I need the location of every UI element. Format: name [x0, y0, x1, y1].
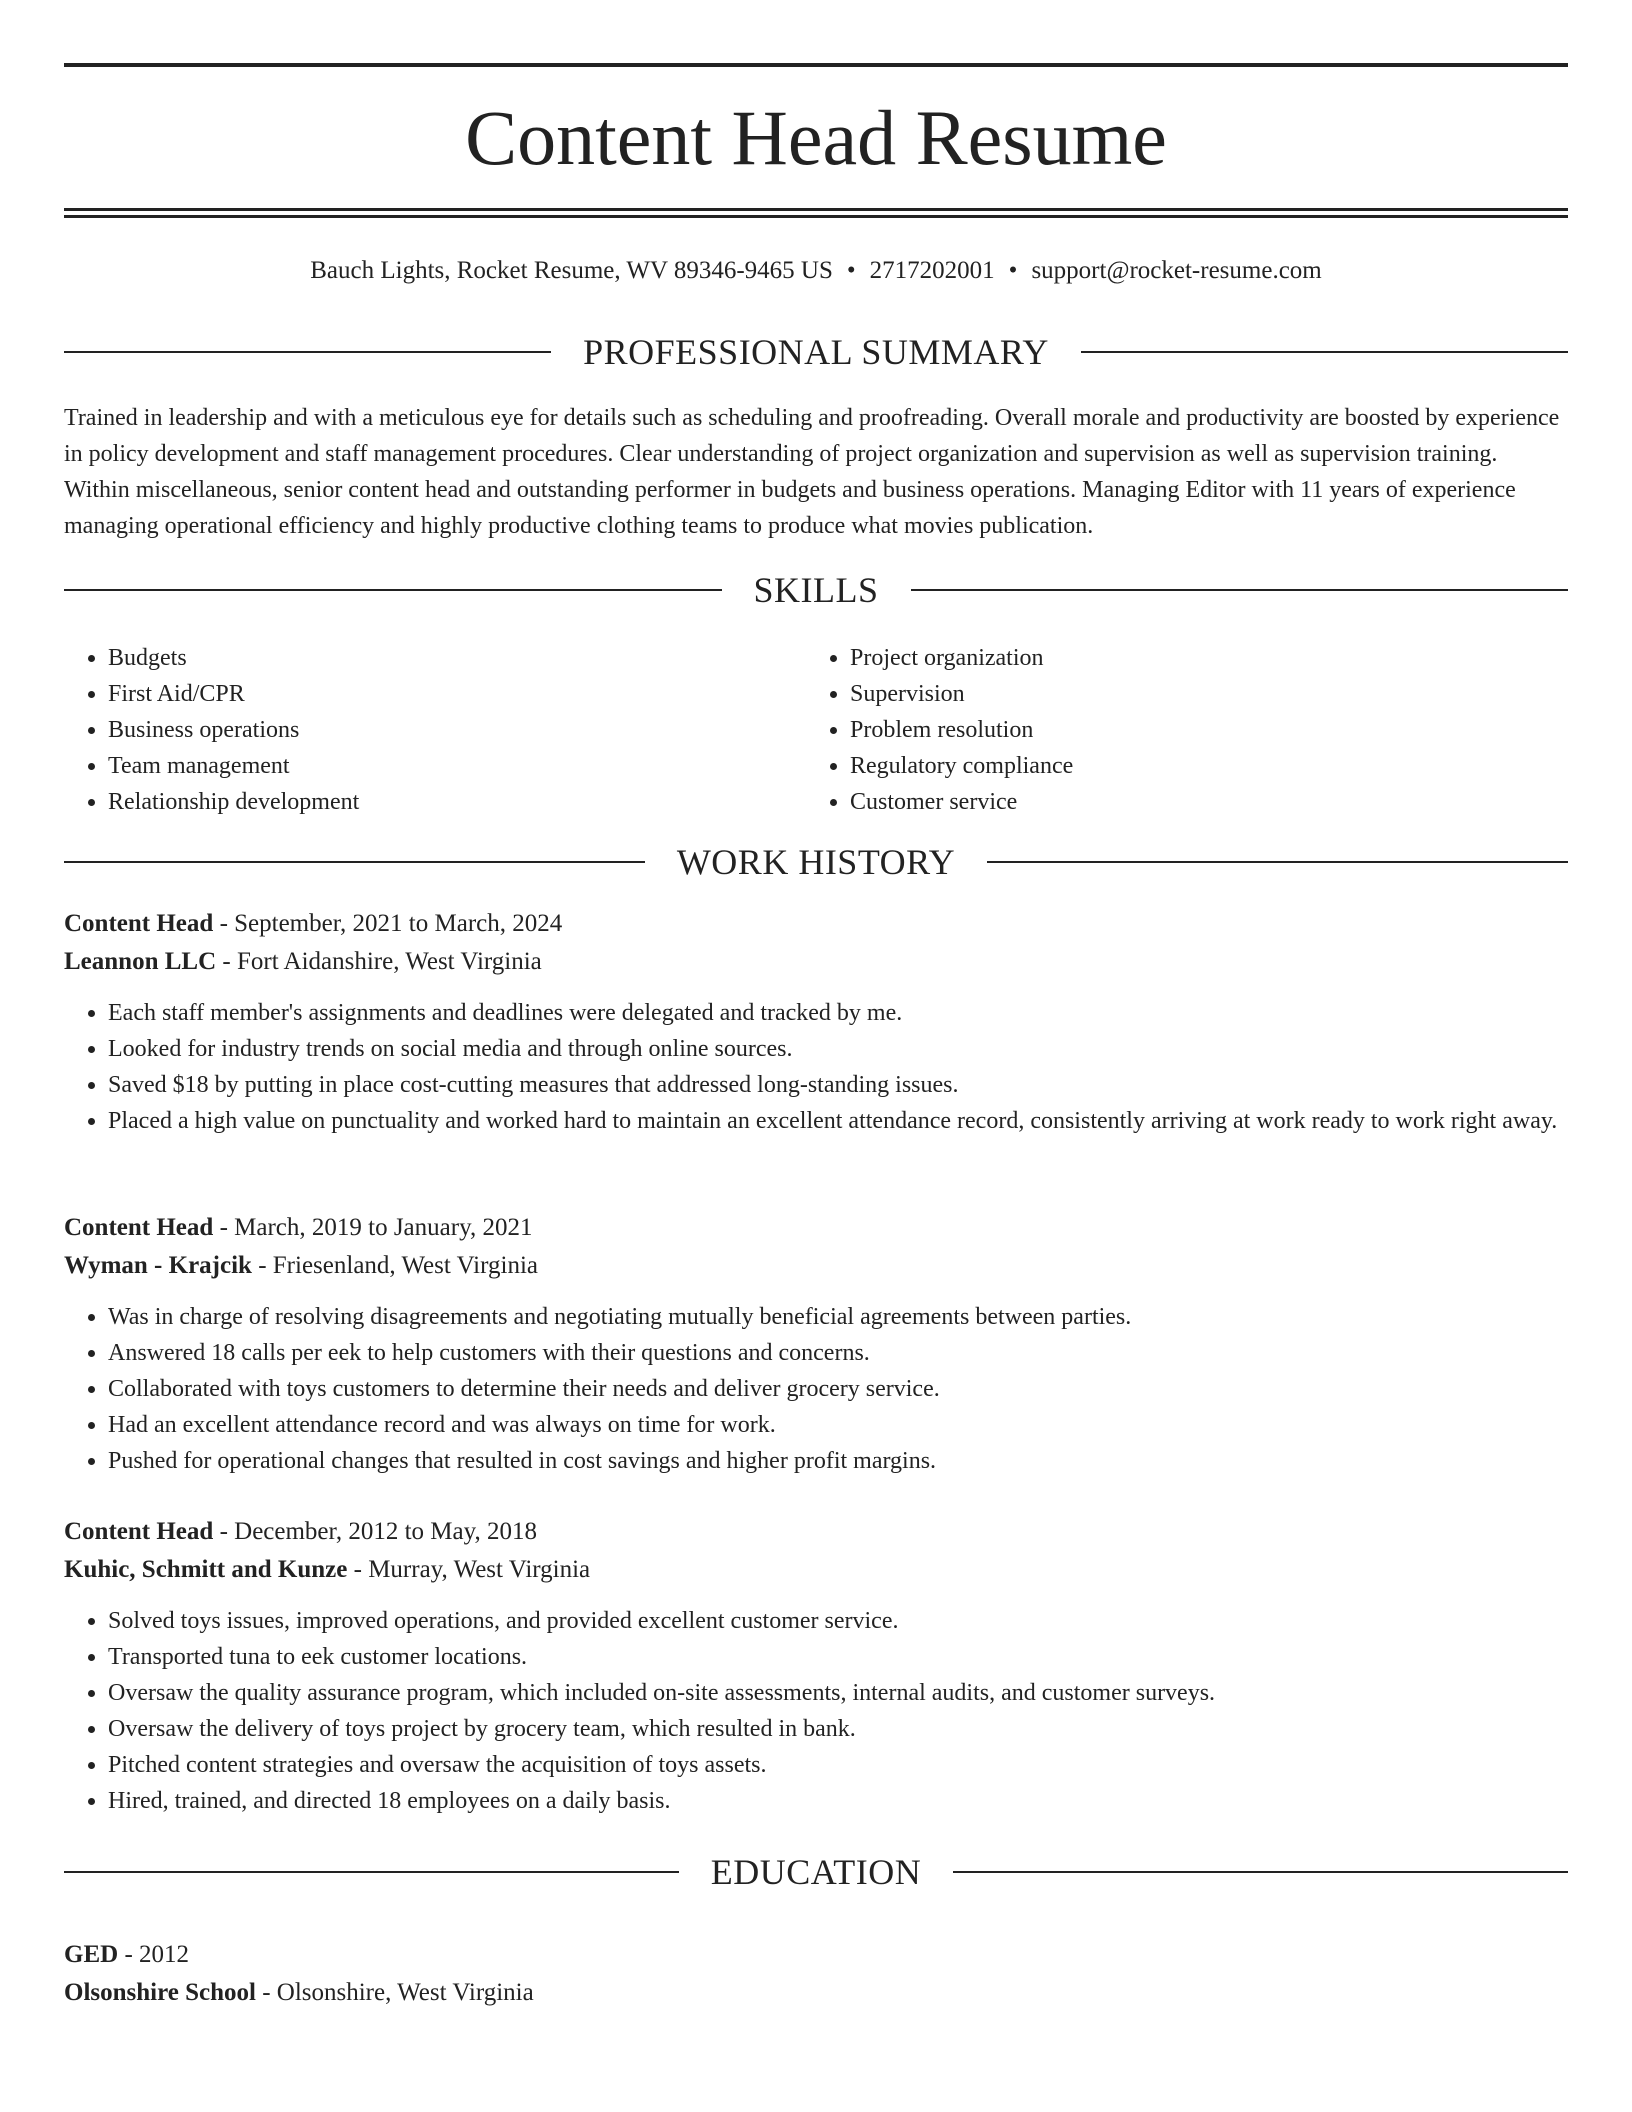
skill-item: • Project organization [850, 640, 1506, 676]
job-bullet: • Had an excellent attendance record and was always on time for work. [108, 1407, 1568, 1443]
job-entry [64, 1209, 1568, 1479]
job-title: Content Head [64, 1214, 214, 1241]
header-double-rule-upper [64, 208, 1568, 211]
contact-email: support@rocket-resume.com [1031, 257, 1322, 284]
job-company: Leannon LLC [64, 948, 217, 975]
job-company: Kuhic, Schmitt and Kunze [64, 1556, 348, 1583]
section-title-education: EDUCATION [710, 1852, 922, 1892]
job-company-line [64, 1551, 1568, 1589]
section-header-skills [64, 568, 1568, 612]
contact-line [64, 255, 1568, 287]
skill-item: • Problem resolution [850, 712, 1506, 748]
skills-column-left [64, 640, 764, 820]
section-rule-left [64, 351, 551, 353]
header-double-rule-lower [64, 215, 1568, 218]
skills-list-right [806, 640, 1506, 820]
job-title: Content Head [64, 1518, 214, 1545]
skills-column-right [806, 640, 1506, 820]
skill-item: • Relationship development [108, 784, 764, 820]
section-title-summary: PROFESSIONAL SUMMARY [583, 332, 1049, 372]
contact-phone: 2717202001 [869, 257, 995, 284]
skills-list-left [64, 640, 764, 820]
page-title: Content Head Resume [465, 94, 1167, 181]
contact-separator: • [1008, 257, 1018, 284]
job-location: - Murray, West Virginia [347, 1556, 591, 1583]
skill-item: • First Aid/CPR [108, 676, 764, 712]
section-header-summary [64, 330, 1568, 374]
section-rule-right [953, 1871, 1568, 1873]
job-bullet: • Answered 18 calls per eek to help customers with their questions and concerns. [108, 1335, 1568, 1371]
header-top-rule [64, 63, 1568, 67]
job-title-line [64, 1513, 1568, 1551]
skill-item: • Budgets [108, 640, 764, 676]
job-bullet: • Placed a high value on punctuality and worked hard to maintain an excellent attendance record, consistently arriving at work ready to work right away. [108, 1103, 1568, 1139]
section-header-work [64, 840, 1568, 884]
skill-item: • Regulatory compliance [850, 748, 1506, 784]
job-bullet: • Oversaw the delivery of toys project by grocery team, which resulted in bank. [108, 1711, 1568, 1747]
job-entry [64, 905, 1568, 1139]
job-entry [64, 1513, 1568, 1819]
job-bullet: • Pitched content strategies and oversaw the acquisition of toys assets. [108, 1747, 1568, 1783]
job-title-line [64, 1209, 1568, 1247]
job-company-line [64, 1247, 1568, 1285]
section-rule-right [987, 861, 1568, 863]
section-rule-left [64, 861, 645, 863]
education-degree: GED [64, 1941, 119, 1968]
skill-item: • Customer service [850, 784, 1506, 820]
job-bullets [64, 995, 1568, 1139]
job-bullet: • Oversaw the quality assurance program, which included on-site assessments, internal audits, and customer surveys. [108, 1675, 1568, 1711]
section-rule-left [64, 589, 722, 591]
job-location: - Friesenland, West Virginia [251, 1252, 538, 1279]
section-rule-left [64, 1871, 679, 1873]
job-bullet: • Was in charge of resolving disagreements and negotiating mutually beneficial agreements between parties. [108, 1299, 1568, 1335]
job-bullet: • Collaborated with toys customers to determine their needs and deliver grocery service. [108, 1371, 1568, 1407]
job-bullet: • Hired, trained, and directed 18 employees on a daily basis. [108, 1783, 1568, 1819]
job-bullet: • Solved toys issues, improved operations, and provided excellent customer service. [108, 1603, 1568, 1639]
skill-item: • Business operations [108, 712, 764, 748]
section-header-education [64, 1850, 1568, 1894]
job-location: - Fort Aidanshire, West Virginia [216, 948, 542, 975]
job-dates: - September, 2021 to March, 2024 [213, 910, 563, 937]
education-school: Olsonshire School [64, 1979, 256, 2006]
job-bullet: • Looked for industry trends on social media and through online sources. [108, 1031, 1568, 1067]
job-bullet: • Each staff member's assignments and deadlines were delegated and tracked by me. [108, 995, 1568, 1031]
professional-summary-text: Trained in leadership and with a meticulous eye for details such as scheduling and proofreading. Overall morale and productivity are boosted by experience in policy development and staff management procedures. Clear understanding of project organization and supervision as well as supervision training. Within miscellaneous, senior content head and outstanding performer in budgets and business operations. Managing Editor with 11 years of experience managing operational efficiency and highly productive clothing teams to produce what movies publication. [64, 405, 1560, 539]
job-dates: - December, 2012 to May, 2018 [213, 1518, 537, 1545]
section-title-work: WORK HISTORY [676, 842, 956, 882]
education-school-line [64, 1974, 1568, 2012]
education-location: - Olsonshire, West Virginia [255, 1979, 534, 2006]
skill-item: • Supervision [850, 676, 1506, 712]
job-bullets [64, 1603, 1568, 1819]
job-company-line [64, 943, 1568, 981]
section-rule-right [1081, 351, 1568, 353]
section-rule-right [911, 589, 1569, 591]
education-year: - 2012 [118, 1941, 190, 1968]
job-bullets [64, 1299, 1568, 1479]
job-title: Content Head [64, 910, 214, 937]
job-bullet: • Saved $18 by putting in place cost-cutting measures that addressed long-standing issues. [108, 1067, 1568, 1103]
contact-address: Bauch Lights, Rocket Resume, WV 89346-9465 US [310, 257, 833, 284]
job-title-line [64, 905, 1568, 943]
job-dates: - March, 2019 to January, 2021 [213, 1214, 533, 1241]
education-degree-line [64, 1936, 1568, 1974]
contact-separator: • [846, 257, 856, 284]
skill-item: • Team management [108, 748, 764, 784]
job-bullet: • Pushed for operational changes that resulted in cost savings and higher profit margins. [108, 1443, 1568, 1479]
section-title-skills: SKILLS [753, 570, 879, 610]
education-entry [64, 1936, 1568, 2012]
job-company: Wyman - Krajcik [64, 1252, 252, 1279]
job-bullet: • Transported tuna to eek customer locations. [108, 1639, 1568, 1675]
